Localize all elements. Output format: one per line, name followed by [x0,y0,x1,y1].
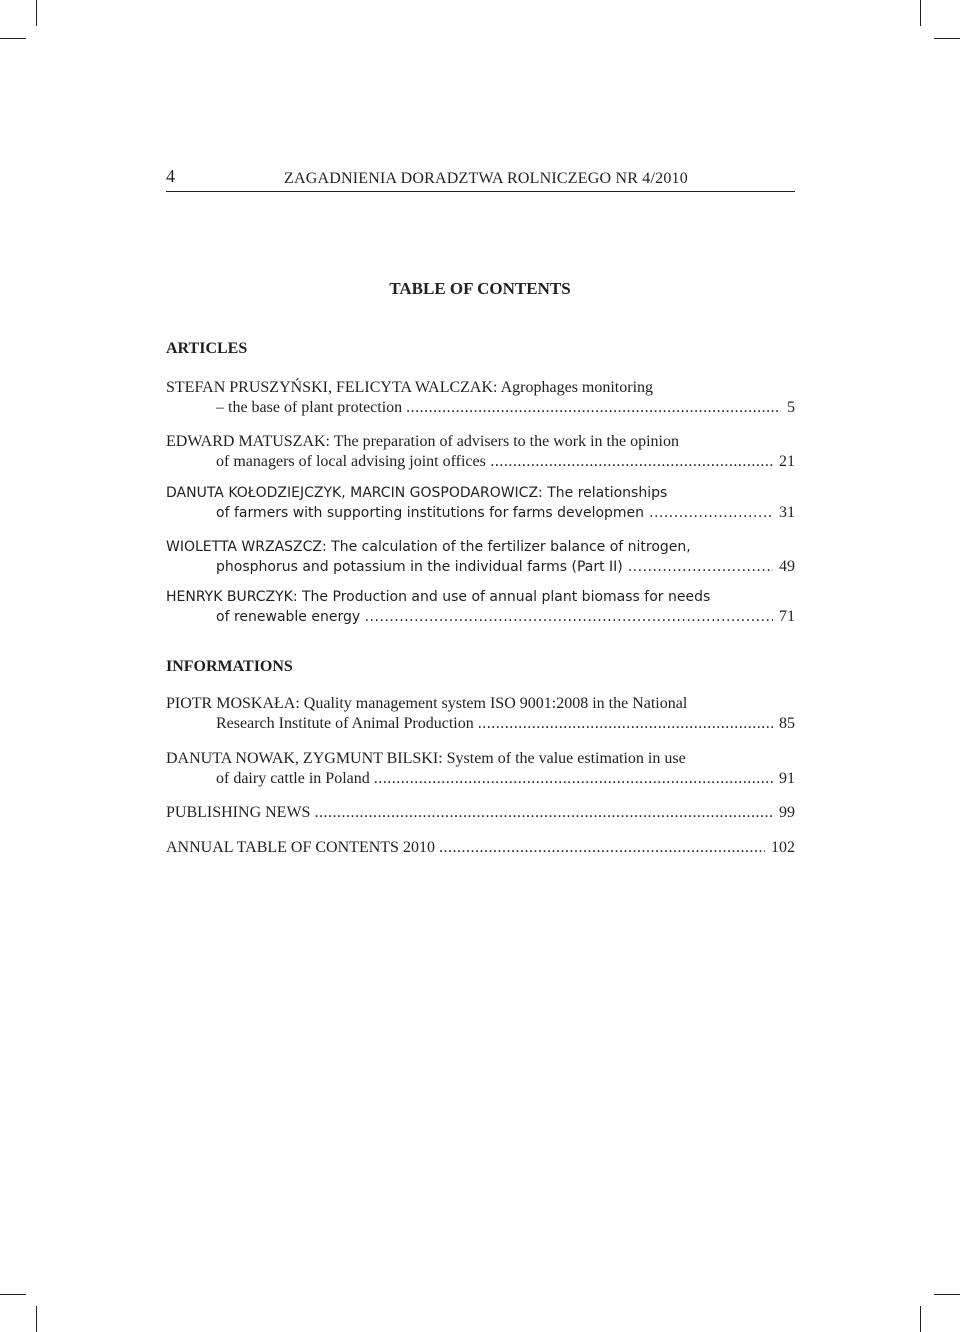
page-number: 4 [166,166,175,186]
section-informations: INFORMATIONS [166,658,293,675]
toc-entry[interactable] [166,803,795,823]
toc-entry[interactable] [166,432,795,472]
crop-mark [36,1306,37,1332]
entry-page: 5 [781,398,795,418]
entry-line2: of dairy cattle in Poland ..... [216,770,795,787]
entry-line1: WIOLETTA WRZASZCZ: The calculation of the fertilizer balance of nitrogen, [166,539,691,555]
entry-line2: Research Institute of Animal Production ..... [216,715,795,732]
entry-page: 31 [773,503,795,523]
entry-line2: – the base of plant protection ..... [216,399,795,416]
entry-line1: ANNUAL TABLE OF CONTENTS 2010 ..... [166,839,795,856]
journal-title: ZAGADNIENIA DORADZTWA ROLNICZEGO NR 4/2010 [284,170,688,187]
toc-entry[interactable] [166,838,795,858]
crop-mark [920,1306,921,1332]
crop-mark [934,38,960,39]
entry-line2: phosphorus and potassium in the individual farms (Part II) ..... [216,559,795,575]
crop-mark [36,0,37,26]
entry-line1: HENRYK BURCZYK: The Production and use of annual plant biomass for needs [166,589,711,605]
crop-mark [920,0,921,26]
entry-line2: of managers of local advising joint offices ..... [216,453,795,470]
entry-line1: DANUTA KOŁODZIEJCZYK, MARCIN GOSPODAROWICZ: The relationships [166,485,668,501]
entry-page: 71 [773,607,795,627]
entry-line1: EDWARD MATUSZAK: The preparation of advisers to the work in the opinion [166,433,679,450]
entry-line1: PUBLISHING NEWS ..... [166,804,795,821]
entry-line2: of farmers with supporting institutions for farms developmen ..... [216,505,795,521]
entry-page: 21 [773,452,795,472]
entry-page: 99 [773,803,795,823]
crop-mark [0,1294,26,1295]
toc-entry[interactable] [166,749,795,789]
entry-line1: STEFAN PRUSZYŃSKI, FELICYTA WALCZAK: Agrophages monitoring [166,379,654,396]
crop-mark [934,1294,960,1295]
toc-entry[interactable] [166,694,795,734]
toc-entry[interactable] [166,378,795,418]
crop-mark [0,38,26,39]
toc-title: TABLE OF CONTENTS [389,279,571,298]
entry-line1: PIOTR MOSKAŁA: Quality management system ISO 9001:2008 in the National [166,695,688,712]
entry-page: 102 [765,838,795,858]
section-articles: ARTICLES [166,340,248,357]
entry-line2: of renewable energy ..... [216,609,795,625]
toc-entry[interactable] [166,587,795,627]
entry-page: 85 [773,714,795,734]
header-rule [166,191,795,192]
entry-line1: DANUTA NOWAK, ZYGMUNT BILSKI: System of the value estimation in use [166,750,686,767]
entry-page: 91 [773,769,795,789]
toc-entry[interactable] [166,537,795,577]
entry-page: 49 [773,557,795,577]
toc-entry[interactable] [166,483,795,523]
